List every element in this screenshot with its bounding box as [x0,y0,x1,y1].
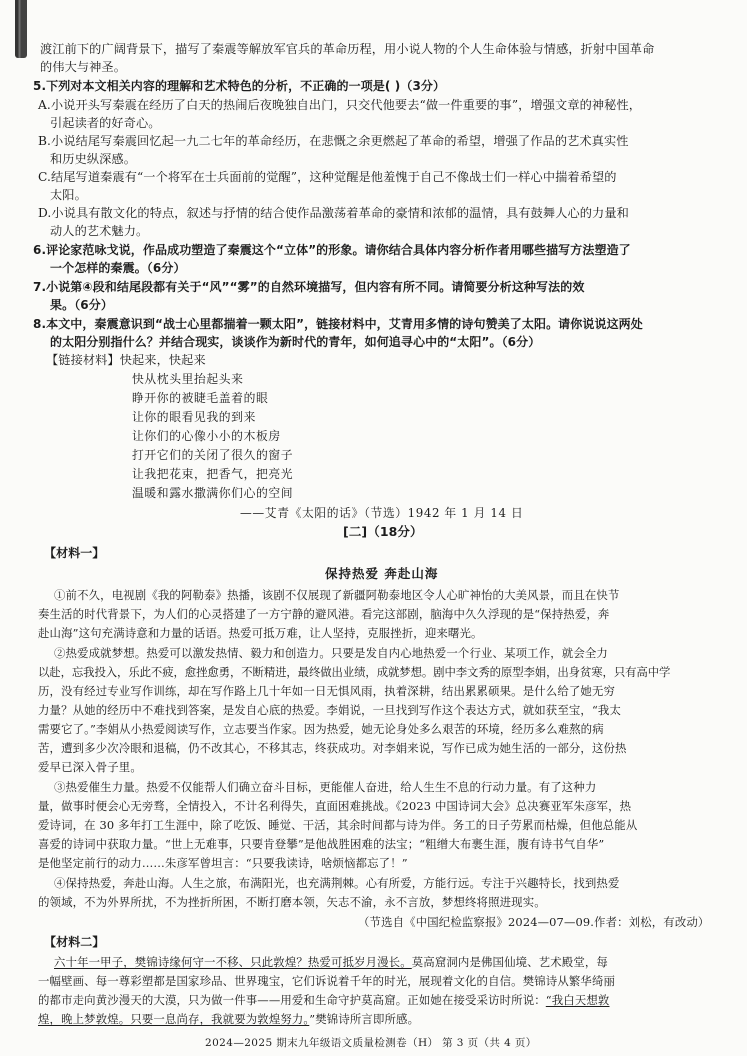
mat2-line-1 [54,953,608,971]
poem-line-4: 让你们的心像小小的木板房 [132,429,281,443]
mat1-line-1: ①前不久，电视剧《我的阿勒泰》热播，该剧不仅展现了新疆阿勒泰地区令人心旷神怡的大美风景，而且在快节 [54,588,620,602]
mat1-line-16: ④保持热爱，奔赴山海。人生之旅，布满阳光，也充满荆棘。心有所爱，方能行远。专注于兴趣特长，找到热爱 [54,876,620,890]
material-1-source: （节选自《中国纪检监察报》2024—07—09.作者：刘松，有改动） [358,915,710,929]
poem-line-2: 睁开你的被睫毛盖着的眼 [132,391,269,405]
mat1-line-17: 的领域，不为外界所扰，不为挫折所困，不断打磨本领，矢志不渝，永不言放，梦想终将照进现实。 [38,895,546,909]
poem-source: ——艾青《太阳的话》（节选）1942 年 1 月 14 日 [240,506,524,520]
mat1-line-13: 爱诗词，在 30 多年打工生涯中，除了吃饭、睡觉、干活，其余时间都与诗为伴。务工的日子劳累而枯燥，但他总能从 [38,818,638,832]
mat1-line-3: 赴山海”这句充满诗意和力量的话语。热爱可抵万难，让人坚持，克服挫折，迎来曙光。 [38,626,483,640]
q5-option-a-line-1: A.小说开头写秦震在经历了白天的热闹后夜晚独自出门，只交代他要去“做一件重要的事”，增强文章的神秘性， [38,98,642,112]
mat2-quote-underlined-start: “我白天想敦 [545,993,610,1007]
mat1-line-8: 需要它了。”李娟从小热爱阅读写作，立志要当作家。因为热爱，她无论身处多么艰苦的环境，经历多么难熬的病 [38,722,604,736]
mat2-line-3-text: 的都市走向黄沙漫天的大漠，只为做一件事——用爱和生命守护莫高窟。正如她在接受采访时所说： [38,993,546,1007]
mat1-line-4: ②热爱成就梦想。热爱可以激发热情、毅力和创造力。只要是发自内心地热爱一个行业、某项工作，就会全力 [54,646,608,660]
mat2-quote-underlined-end: 煌，晚上梦敦煌。只要一息尚存，我就要为敦煌努力。 [38,1012,310,1026]
link-material-label: 【链接材料】快起来，快起来 [46,353,206,367]
mat1-line-10: 爱早已深入骨子里。 [38,760,142,774]
binder-clip-mark [15,0,27,58]
passage-tail-line-1: 渡江前下的广阔背景下，描写了秦震等解放军官兵的革命历程，用小说人物的个人生命体验与情感，折射中国革命 [40,42,655,56]
section-2-heading: [二]（18分） [343,524,423,539]
mat1-line-12: 量，做事时便会心无旁骛，全情投入，不计名利得失，直面困难挑战。《2023 中国诗词大会》总决赛亚军朱彦军，热 [38,799,632,813]
question-7-line-1: 7.小说第④段和结尾段都有关于“风”“雾”的自然环境描写，但内容有所不同。请简要分析这种写法的效 [33,280,585,294]
q5-option-d-line-2: 动人的艺术魅力。 [50,224,149,238]
mat2-line-3 [38,991,609,1009]
mat1-line-15: 是他坚定前行的动力……朱彦军曾坦言：“只要我读诗，啥烦恼都忘了！” [38,856,408,870]
mat1-line-9: 苦，遭到多少次冷眼和退稿，仍不改其心，不移其志，终获成功。对李娟来说，写作已成为她生活的一部分，这份热 [38,741,627,755]
q5-option-a-line-2: 引起读者的好奇心。 [50,116,161,130]
poem-line-6: 让我把花束，把香气，把亮光 [132,467,294,481]
poem-line-3: 让你的眼看见我的到来 [132,410,256,424]
question-8-line-1: 8.本文中，秦震意识到“战士心里都揣着一颗太阳”，链接材料中，艾青用多情的诗句赞美了太阳。请你说说这两处 [33,317,643,331]
poem-line-7: 温暖和露水撒满你们心的空间 [132,486,294,500]
question-5-stem: 5.下列对本文相关内容的理解和艺术特色的分析，不正确的一项是( )（3分） [33,79,446,93]
material-1-label: 【材料一】 [44,546,105,560]
mat1-line-14: 喜爱的诗词中获取力量。“世上无难事，只要肯登攀”是他战胜困难的法宝；“粗缯大布裹生涯，腹有诗书气自华” [38,837,605,851]
mat1-line-2: 奏生活的时代背景下，为人们的心灵搭建了一方宁静的避风港。看完这部剧，脑海中久久浮现的是“保持热爱，奔 [38,607,610,621]
material-1-title: 保持热爱 奔赴山海 [325,566,439,581]
poem-line-5: 打开它们的关闭了很久的窗子 [132,448,294,462]
mat2-underlined-sentence: 六十年一甲子，樊锦诗缘何守一不移、只此敦煌？热爱可抵岁月漫长。 [54,955,412,969]
poem-line-1: 快从枕头里抬起头来 [132,372,244,386]
question-7-line-2: 果。（6分） [50,298,113,312]
material-2-label: 【材料二】 [44,935,105,949]
mat2-line-2: 一幅壁画、每一尊彩塑都是国家珍品、世界瑰宝，它们诉说着千年的时光，展现着文化的自信。樊锦诗从繁华绮丽 [38,974,616,988]
q5-option-b-line-2: 和历史纵深感。 [50,152,137,166]
q5-option-c-line-1: C.结尾写道秦震有“一个将军在士兵面前的觉醒”，这种觉醒是他羞愧于自己不像战士们一样心中揣着希望的 [38,170,617,184]
mat1-line-7: 力量？从她的经历中不难找到答案，是发自心底的热爱。李娟说，一旦找到写作这个表达方式，就如获至宝，“我太 [38,703,622,717]
q5-option-b-line-1: B.小说结尾写秦震回忆起一九二七年的革命经历，在悲慨之余更燃起了革命的希望，增强了作品的艺术真实性 [38,134,629,148]
mat1-line-6: 历，没有经过专业写作训练，却在写作路上几十年如一日无惧风雨，执着深耕，结出累累硕果。是什么给了她无穷 [38,684,616,698]
question-8-line-2: 的太阳分别指什么？并结合现实，谈谈作为新时代的青年，如何追寻心中的“太阳”。（6分） [50,335,541,349]
mat1-line-11: ③热爱催生力量。热爱不仅能帮人们确立奋斗目标，更能催人奋进，给人生生不息的行动力量。有了这种力 [54,780,597,794]
mat2-line-4 [38,1010,419,1028]
passage-tail-line-2: 的伟大与神圣。 [40,60,127,74]
mat2-line-1-rest: 莫高窟洞内是佛国仙境、艺术殿堂，每 [411,955,608,969]
q5-option-d-line-1: D.小说具有散文化的特点，叙述与抒情的结合使作品激荡着革命的豪情和浓郁的温情，具有鼓舞人心的力量和 [38,206,629,220]
page-footer: 2024—2025 期末九年级语文质量检测卷（H） 第 3 页（共 4 页） [205,1037,537,1049]
question-6-line-1: 6.评论家范咏戈说，作品成功塑造了秦震这个“立体”的形象。请你结合具体内容分析作者用哪些描写方法塑造了 [33,243,631,257]
mat2-line-4-rest: ”樊锦诗所言即所感。 [309,1012,420,1026]
question-6-line-2: 一个怎样的秦震。（6分） [50,261,186,275]
q5-option-c-line-2: 太阳。 [50,188,87,202]
mat1-line-5: 以赴，忘我投入，乐此不疲，愈挫愈勇，不断精进，最终做出业绩，成就梦想。剧中李文秀的原型李娟，出身贫寒，只有高中学 [38,665,671,679]
